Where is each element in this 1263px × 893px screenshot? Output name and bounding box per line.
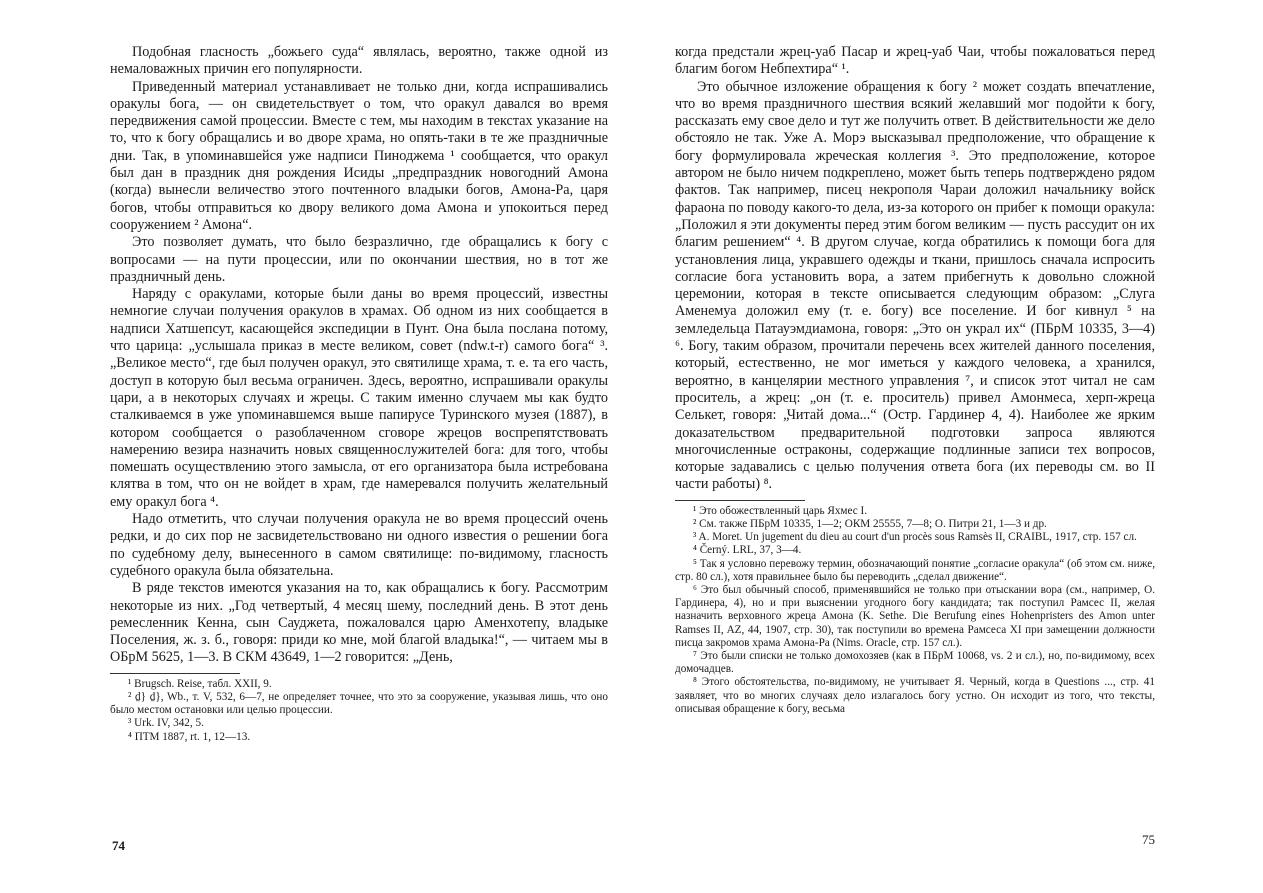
footnote: ³ A. Moret. Un jugement du dieu au court d'un procès sous Ramsès II, CRAIBL, 1917, стр. 157 сл.	[693, 531, 1137, 544]
paragraph: Подобная гласность „божьего суда“ являлась, вероятно, также одной из немаловажных причин его популярности.	[110, 44, 608, 78]
paragraph: Приведенный материал устанавливает не только дни, когда испрашивались оракулы бога, — он свидетельствует о том, что оракул давался во время передвижения самой процессии. Вместе с тем, мы находим в текстах указание на то, что к богу обращались и во дворе храма, но опять-таки в те же праздничные дни. Так, в упоминавшейся уже надписи Пиноджема ¹ сообщается, что оракул был дан в праздник дня рождения Исиды „предпраздник новогодний Амона (когда) вынесли величество этого почтенного владыки богов, Амона-Ра, царя богов, чтобы отправиться ко двору великого дома Амона и упокоиться перед сооружением ² Амона“.	[110, 78, 608, 233]
footnote-divider	[675, 500, 805, 501]
footnote: ⁷ Это были списки не только домохозяев (как в ПБрМ 10068, vs. 2 и сл.), но, по-видимому, всех домочадцев.	[675, 649, 1155, 676]
page-number: 74	[112, 838, 125, 853]
footnote: ¹ Это обожествленный царь Яхмес I.	[693, 504, 868, 517]
page-number: 75	[1142, 832, 1155, 847]
footnote: ² См. также ПБрМ 10335, 1—2; ОКМ 25555, 7—8; О. Питри 21, 1—3 и др.	[693, 517, 1047, 530]
footnote: ³ Urk. IV, 342, 5.	[128, 717, 204, 730]
footnote: ⁴ ПТМ 1887, rt. 1, 12—13.	[128, 730, 251, 743]
left-page	[110, 0, 608, 893]
paragraph: Это обычное изложение обращения к богу ² может создать впечатление, что во время праздничного шествия всякий желавший мог подойти к богу, рассказать ему свое дело и тут же получить ответ. В действительности же дело обстояло не так. Уже А. Морэ высказывал предположение, что обращение к богу формулировала жреческая коллегия ³. Это предположение, которое автором не было ничем подкреплено, может быть теперь подтверждено рядом фактов. Так например, писец некрополя Чараи доложил начальнику войск фараона по поводу какого-то дела, из-за которого он прибег к помощи оракула: „Положил я эти документы перед этим богом великим — пусть рассудит он их благим решением“ ⁴. В другом случае, когда обратились к помощи бога для установления лица, укравшего одежды и ткани, пришлось сначала испросить согласие бога установить вора, а затем прибегнуть к довольно сложной церемонии, которая в тексте описывается следующим образом: „Слуга Аменемуа доложил ему (т. е. богу) все поселение. И бог кивнул ⁵ на земледельца Патауэмдиамона, говоря: „Это он украл их“ (ПБрМ 10335, 3—4) ⁶. Богу, таким образом, прочитали перечень всех жителей данного поселения, который, естественно, не мог иметься у каждого человека, а хранился, вероятно, в канцелярии местного управления ⁷, и список этот читал не сам проситель, а жрец: „он (т. е. проситель) привел Амонмеса, херп-жреца Селькет, говоря: „Читай дома...“ (Остр. Гардинер 4, 4). Наиболее же ярким доказательством предварительной подготовки запроса являются многочисленные остраконы, содержащие подлинные записи тех вопросов, которые задавались с целью получения ответа бога (их переводы см. во II части работы) ⁸.	[675, 78, 1155, 493]
footnote: ⁵ Так я условно перевожу термин, обозначающий понятие „согласие оракула“ (об этом см. ниже, стр. 80 сл.), хотя правильнее было бы переводить „сделал движение“.	[675, 557, 1155, 583]
footnotes	[110, 678, 608, 744]
footnote: ⁴ Černý. LRL, 37, 3—4.	[693, 544, 802, 557]
paragraph: Надо отметить, что случаи получения оракула не во время процессий очень редки, и до сих пор не засвидетельствовано ни одного известия о решении бога по судебному делу, вынесенного в самом святилище: по-видимому, гласность судебного оракула была обязательна.	[110, 511, 608, 579]
right-page	[675, 0, 1155, 893]
footnote: ¹ Brugsch. Reise, табл. XXII, 9.	[128, 677, 272, 690]
footnote: ⁸ Этого обстоятельства, по-видимому, не учитывает Я. Черный, когда в Questions ..., стр. 41 заявляет, что во многих случаях дело излагалось богу устно. Он исходит из того, что тексты, описывая обращение к богу, весьма	[675, 676, 1155, 715]
left-page-body	[110, 44, 608, 744]
paragraph: Наряду с оракулами, которые были даны во время процессий, известны немногие случаи получения оракулов в храмах. Об одном из них сообщается в надписи Хатшепсут, касающейся экспедиции в Пунт. Она была послана потому, что царица: „услышала приказ в месте великом, совет (ndw.t-r) самого бога“ ³. „Великое место“, где был получен оракул, это святилище храма, т. е. та его часть, доступ в которую был весьма ограничен. Здесь, вероятно, испрашивали оракулы цари, а в некоторых случаях и жрецы. С таким именно случаем мы как будто сталкиваемся в уже упоминавшемся выше папирусе Туринского музея (1887), в котором сообщается о разоблаченном сговоре жрецов воспрепятствовать намерению везира назначить новых священнослужителей бога: для того, чтобы помешать осуществлению этого замысла, от его организатора была истребована клятва в том, что он не войдет в храм, где намеревался получить желательный ему оракул бога ⁴.	[110, 286, 608, 510]
footnote: ⁶ Это был обычный способ, применявшийся не только при отыскании вора (см., например, О. Гардинера, 4), но и при выяснении угодного богу кандидата; так поступил Рамсес II, желая назначить верховного жреца Амона (K. Sethe. Die Berufung eines Hohenpristers des Amon unter Ramses II, AZ, 44, 1907, стр. 30), так поступили во времена Рамсеса XI при замещении должности писца закромов храма Амона-Ра (Nims. Oracle, стр. 157 сл.).	[675, 583, 1155, 649]
footnotes	[675, 505, 1155, 716]
footnote-divider	[110, 673, 240, 674]
paragraph: В ряде текстов имеются указания на то, как обращались к богу. Рассмотрим некоторые из них. „Год четвертый, 4 месяц шему, последний день. В этот день ремесленник Кенна, сын Сауджета, пожаловался царю Аменхотепу, владыке Поселения, ж. з. б., говоря: приди ко мне, мой благой владыка!“, — читаем мы в ОБрМ 5625, 1—3. В СКМ 43649, 1—2 говорится: „День,	[110, 580, 608, 666]
footnote: ² ḏ} ḏ}, Wb., т. V, 532, 6—7, не определяет точнее, что это за сооружение, указывая лишь, что оно было местом остановки или целью процессии.	[110, 690, 608, 717]
right-page-body	[675, 44, 1155, 716]
paragraph: когда предстали жрец-уаб Пасар и жрец-уаб Чаи, чтобы пожаловаться перед благим богом Небпехтира“ ¹.	[675, 44, 1155, 78]
paragraph: Это позволяет думать, что было безразлично, где обращались к богу с вопросами — на пути процессии, или по окончании шествия, но в тот же праздничный день.	[110, 234, 608, 285]
